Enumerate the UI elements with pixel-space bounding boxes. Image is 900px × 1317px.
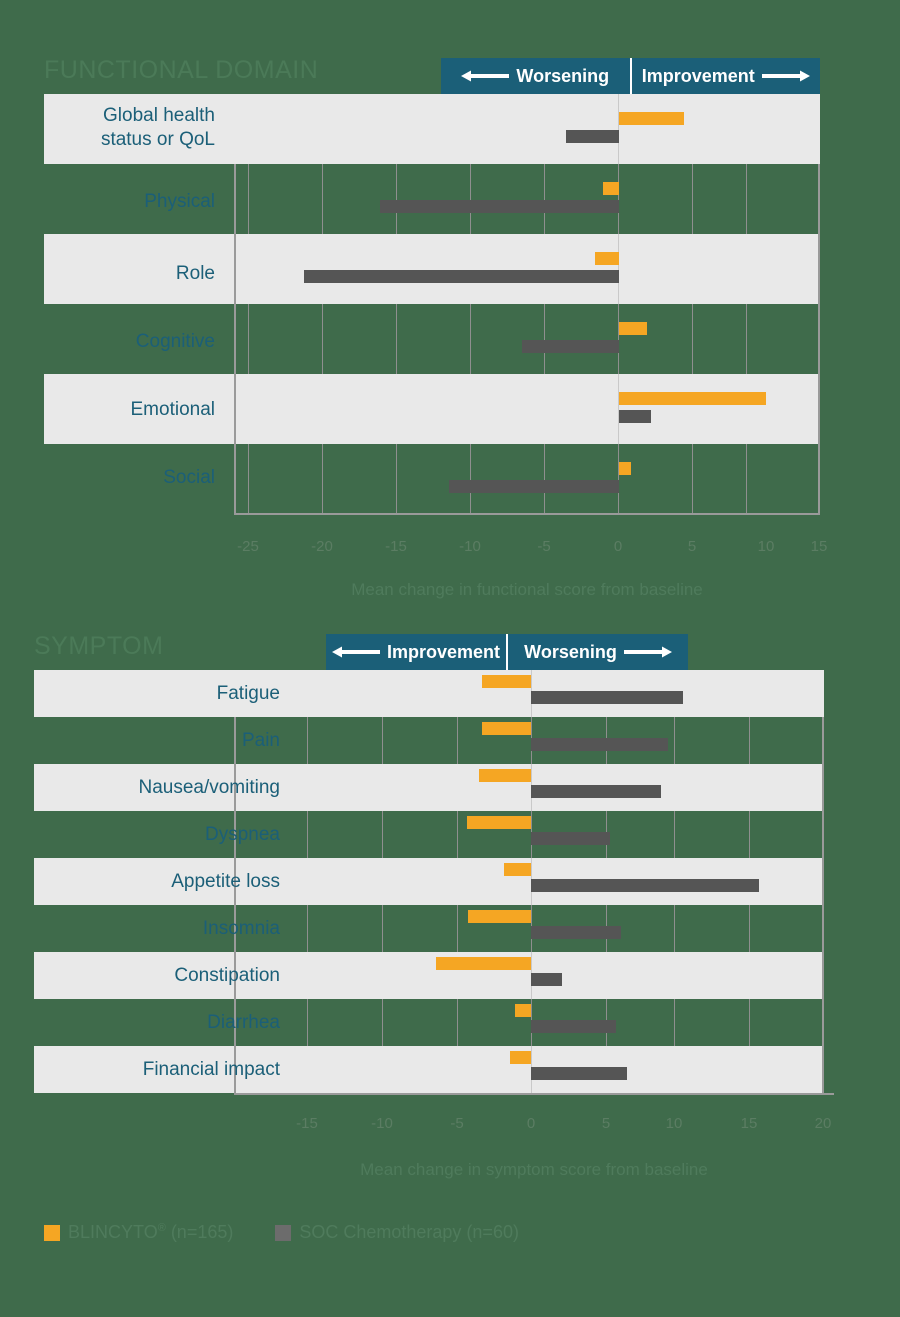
functional-label-physical — [60, 190, 215, 214]
symptom-gridline-c-10 — [674, 905, 675, 952]
symptom-bar-soc-3 — [531, 832, 610, 845]
functional-tick--15: -15 — [385, 538, 407, 555]
functional-improvement-label: Improvement — [641, 65, 755, 86]
symptom-label-text-2: Nausea/vomiting — [138, 777, 280, 798]
symptom-tick--5: -5 — [450, 1115, 464, 1132]
functional-worsening-label: Worsening — [516, 65, 610, 86]
symptom-direction-banner — [326, 634, 688, 670]
legend-label-soc: SOC Chemotherapy (n=60) — [299, 1222, 519, 1242]
symptom-bar-blincyto-2 — [479, 769, 531, 782]
legend-label-blincyto — [68, 1222, 233, 1243]
symptom-label-dyspnea — [40, 823, 280, 847]
symptom-label-pain — [40, 729, 280, 753]
functional-zero-line-0 — [618, 94, 619, 164]
functional-gridline3--20 — [322, 444, 323, 514]
functional-gridline3-5 — [692, 444, 693, 514]
symptom-x-axis-caption: Mean change in symptom score from baseline — [360, 1160, 708, 1179]
functional-gridline3--15 — [396, 444, 397, 514]
symptom-label-text-1: Pain — [241, 730, 280, 751]
functional-bar-blincyto-4 — [619, 392, 766, 405]
functional-label-text-4: Emotional — [130, 399, 215, 420]
symptom-bar-blincyto-6 — [436, 957, 531, 970]
functional-gridline2-5 — [692, 304, 693, 374]
symptom-bar-blincyto-8 — [510, 1051, 531, 1064]
functional-gridline3-0 — [618, 444, 619, 514]
functional-zero-line-4 — [618, 374, 619, 444]
arrow-right-icon — [624, 645, 672, 659]
symptom-improvement-label: Improvement — [387, 641, 501, 662]
functional-bar-soc-5 — [449, 480, 619, 493]
legend-swatch-soc-icon — [275, 1225, 291, 1241]
functional-label-text-2: Role — [175, 263, 215, 284]
symptom-bar-soc-1 — [531, 738, 668, 751]
functional-zero-line-2 — [618, 234, 619, 304]
functional-tick--5: -5 — [537, 538, 551, 555]
symptom-gridline-c-15 — [749, 905, 750, 952]
symptom-label-insomnia — [40, 917, 280, 941]
functional-tick-0: 0 — [613, 538, 623, 555]
symptom-gridline-b-15 — [749, 811, 750, 858]
functional-gridline--25 — [248, 164, 249, 234]
functional-bar-blincyto-0 — [619, 112, 684, 125]
symptom-label-text-7: Diarrhea — [207, 1012, 280, 1033]
functional-gridline2--10 — [470, 304, 471, 374]
functional-label-text-5: Social — [163, 467, 215, 488]
functional-bar-blincyto-2 — [595, 252, 619, 265]
symptom-label-text-6: Constipation — [174, 965, 280, 986]
symptom-x-axis — [234, 1093, 834, 1095]
functional-label-role — [60, 262, 215, 286]
symptom-tick-20: 20 — [814, 1115, 832, 1132]
functional-y-axis-right — [818, 164, 820, 515]
symptom-gridline-d-15 — [749, 999, 750, 1046]
symptom-gridline-a-10 — [674, 717, 675, 764]
functional-bar-soc-4 — [619, 410, 651, 423]
legend-label-blincyto-sup: ® — [157, 1222, 166, 1234]
functional-bar-soc-2 — [304, 270, 619, 283]
functional-gridline2-0 — [618, 304, 619, 374]
functional-label-cognitive — [60, 330, 215, 354]
functional-gridline3--25 — [248, 444, 249, 514]
symptom-tick--15: -15 — [296, 1115, 318, 1132]
symptom-label-nausea — [40, 776, 280, 800]
symptom-tick-15: 15 — [740, 1115, 758, 1132]
functional-gridline3-10 — [746, 444, 747, 514]
functional-gridline-10 — [746, 164, 747, 234]
functional-tick-10: 10 — [757, 538, 775, 555]
symptom-bar-soc-4 — [531, 879, 759, 892]
functional-label-text-3: Cognitive — [135, 331, 215, 352]
symptom-worsening-half — [508, 642, 688, 663]
functional-label-emotional — [60, 398, 215, 422]
symptom-label-text-0: Fatigue — [216, 683, 280, 704]
symptom-tick-10: 10 — [665, 1115, 683, 1132]
functional-gridline2--15 — [396, 304, 397, 374]
symptom-worsening-label: Worsening — [524, 641, 617, 662]
functional-gridline--10 — [470, 164, 471, 234]
symptom-label-text-3: Dyspnea — [205, 824, 280, 845]
symptom-label-fatigue — [40, 682, 280, 706]
symptom-gridline-a--15 — [307, 717, 308, 764]
symptom-y-axis-right — [822, 717, 824, 1095]
symptom-bar-soc-5 — [531, 926, 621, 939]
functional-bar-soc-3 — [522, 340, 619, 353]
functional-y-axis-left — [234, 164, 236, 515]
symptom-gridline-b--10 — [382, 811, 383, 858]
functional-tick-5: 5 — [687, 538, 697, 555]
functional-gridline3--10 — [470, 444, 471, 514]
symptom-bar-soc-8 — [531, 1067, 627, 1080]
symptom-label-appetite-loss — [40, 870, 280, 894]
functional-label-social — [60, 466, 215, 490]
functional-section-title: FUNCTIONAL DOMAIN — [44, 56, 319, 84]
symptom-tick-5: 5 — [601, 1115, 611, 1132]
symptom-label-text-8: Financial impact — [142, 1059, 280, 1080]
functional-worsening-half — [441, 66, 630, 87]
symptom-label-text-4: Appetite loss — [171, 871, 280, 892]
symptom-section-title: SYMPTOM — [34, 632, 164, 660]
symptom-bar-blincyto-7 — [515, 1004, 531, 1017]
symptom-bar-blincyto-1 — [482, 722, 531, 735]
symptom-gridline-a--10 — [382, 717, 383, 764]
legend-item-soc — [275, 1222, 519, 1243]
functional-label-global-health — [60, 104, 215, 152]
symptom-bar-blincyto-5 — [468, 910, 531, 923]
symptom-gridline-c--15 — [307, 905, 308, 952]
functional-tick--25: -25 — [237, 538, 259, 555]
functional-gridline2--25 — [248, 304, 249, 374]
symptom-gridline-d--15 — [307, 999, 308, 1046]
legend-label-blincyto-text: BLINCYTO — [68, 1222, 158, 1242]
functional-bar-blincyto-5 — [619, 462, 631, 475]
symptom-bar-blincyto-4 — [504, 863, 531, 876]
symptom-label-text-5: Insomnia — [202, 918, 280, 939]
functional-gridline3--5 — [544, 444, 545, 514]
functional-gridline--5 — [544, 164, 545, 234]
arrow-right-icon — [762, 69, 810, 83]
functional-gridline--15 — [396, 164, 397, 234]
symptom-gridline-a--5 — [457, 717, 458, 764]
symptom-gridline-b--15 — [307, 811, 308, 858]
chart-legend — [44, 1222, 519, 1243]
symptom-bar-soc-7 — [531, 1020, 616, 1033]
functional-gridline-0 — [618, 164, 619, 234]
functional-bar-blincyto-3 — [619, 322, 647, 335]
functional-gridline2--20 — [322, 304, 323, 374]
symptom-gridline-c--10 — [382, 905, 383, 952]
functional-bar-soc-0 — [566, 130, 619, 143]
functional-label-text-1: Physical — [144, 191, 215, 212]
symptom-label-diarrhea — [40, 1011, 280, 1035]
symptom-gridline-b-10 — [674, 811, 675, 858]
symptom-gridline-d-10 — [674, 999, 675, 1046]
functional-x-axis-caption: Mean change in functional score from baseline — [351, 580, 703, 599]
symptom-bar-blincyto-0 — [482, 675, 531, 688]
functional-bar-soc-1 — [380, 200, 619, 213]
functional-gridline2-10 — [746, 304, 747, 374]
symptom-gridline-b--5 — [457, 811, 458, 858]
symptom-improvement-half — [326, 642, 506, 663]
symptom-label-constipation — [40, 964, 280, 988]
arrow-left-icon — [461, 69, 509, 83]
functional-gridline-5 — [692, 164, 693, 234]
legend-label-blincyto-suffix: (n=165) — [165, 1222, 234, 1242]
symptom-gridline-d--10 — [382, 999, 383, 1046]
symptom-label-financial-impact — [40, 1058, 280, 1082]
symptom-bar-blincyto-3 — [467, 816, 531, 829]
symptom-bar-soc-0 — [531, 691, 683, 704]
functional-tick--20: -20 — [311, 538, 333, 555]
symptom-tick-0: 0 — [526, 1115, 536, 1132]
symptom-gridline-a-15 — [749, 717, 750, 764]
functional-tick-15: 15 — [810, 538, 828, 555]
functional-gridline--20 — [322, 164, 323, 234]
symptom-gridline-d--5 — [457, 999, 458, 1046]
functional-label-text-0: Global health status or QoL — [100, 105, 215, 150]
functional-improvement-half — [632, 66, 821, 87]
legend-swatch-blincyto-icon — [44, 1225, 60, 1241]
functional-direction-banner — [441, 58, 820, 94]
legend-item-blincyto — [44, 1222, 233, 1243]
symptom-y-axis-left — [234, 717, 236, 1095]
symptom-bar-soc-6 — [531, 973, 562, 986]
symptom-tick--10: -10 — [371, 1115, 393, 1132]
functional-x-axis — [234, 513, 820, 515]
symptom-gridline-c--5 — [457, 905, 458, 952]
symptom-bar-soc-2 — [531, 785, 661, 798]
functional-gridline2--5 — [544, 304, 545, 374]
functional-bar-blincyto-1 — [603, 182, 619, 195]
arrow-left-icon — [332, 645, 380, 659]
functional-tick--10: -10 — [459, 538, 481, 555]
